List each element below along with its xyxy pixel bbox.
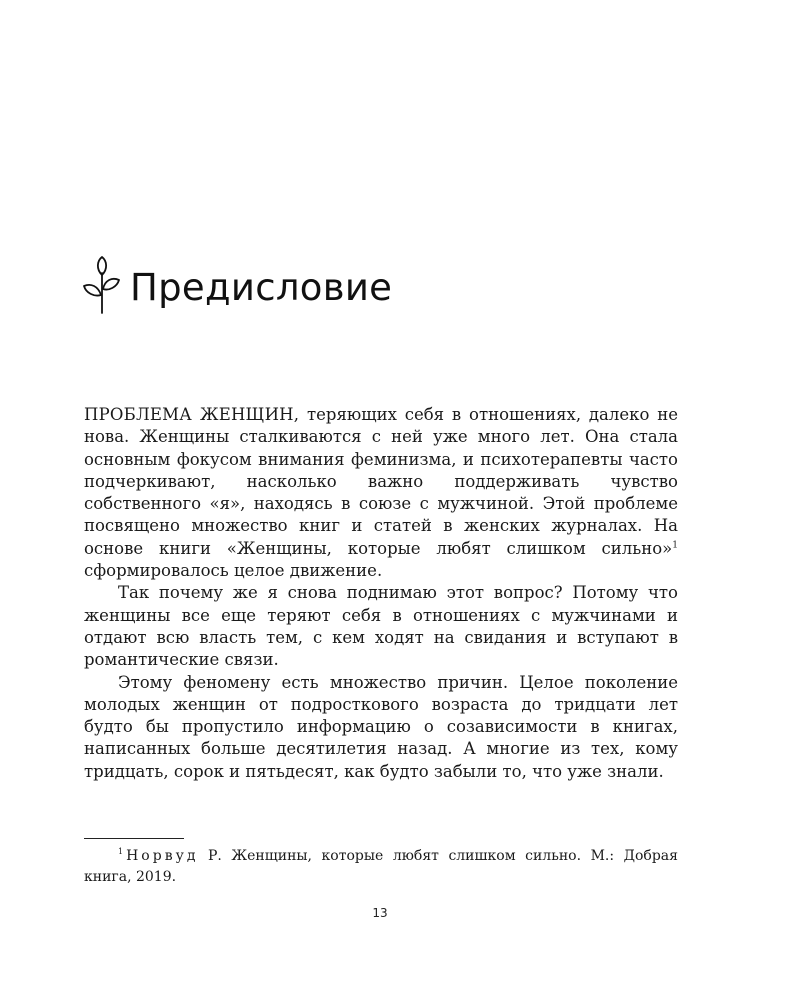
page-number: 13 (372, 906, 388, 920)
footnote (84, 846, 678, 888)
footnote-reference[interactable]: 1 (672, 540, 678, 551)
footnote-marker: 1 (118, 847, 124, 857)
paragraph-1-caps: ПРОБЛЕМА ЖЕНЩИН, (84, 405, 300, 424)
paragraph-1-text: теряющих себя в отношениях, далеко не нова. Женщины сталкиваются с ней уже много лет. Она стала основным фокусом внимания феминизма, и психотерапевты часто подчеркивают, насколько важно поддерживать чувство собственного «я», находясь в союзе с мужчиной. Этой проблеме посвящено множество книг и статей в женских журналах. На основе книги «Женщины, которые любят слишком сильно» (84, 405, 678, 558)
footnote-text: Р. Женщины, которые любят слишком сильно. М.: Добрая книга, 2019. (84, 848, 678, 885)
body-text (84, 404, 678, 783)
paragraph-1 (84, 404, 678, 582)
chapter-heading (82, 255, 392, 315)
paragraph-3: Этому феномену есть множество причин. Целое поколение молодых женщин от подросткового возраста до тридцати лет будто бы пропустило информацию о созависимости в книгах, написанных больше десятилетия назад. А многие из тех, кому тридцать, сорок и пятьдесят, как будто забыли то, что уже знали. (84, 672, 678, 781)
footnote-divider (84, 838, 184, 839)
chapter-title: Предисловие (130, 265, 393, 309)
footnote-author: Норвуд (126, 848, 199, 864)
leaf-sprig-icon (82, 255, 122, 315)
paragraph-1-tail: сформировалось целое движение. (84, 561, 383, 581)
paragraph-2: Так почему же я снова поднимаю этот вопрос? Потому что женщины все еще теряют себя в отношениях с мужчинами и отдают всю власть тем, с кем ходят на свидания и вступают в романтические связи. (84, 583, 678, 670)
